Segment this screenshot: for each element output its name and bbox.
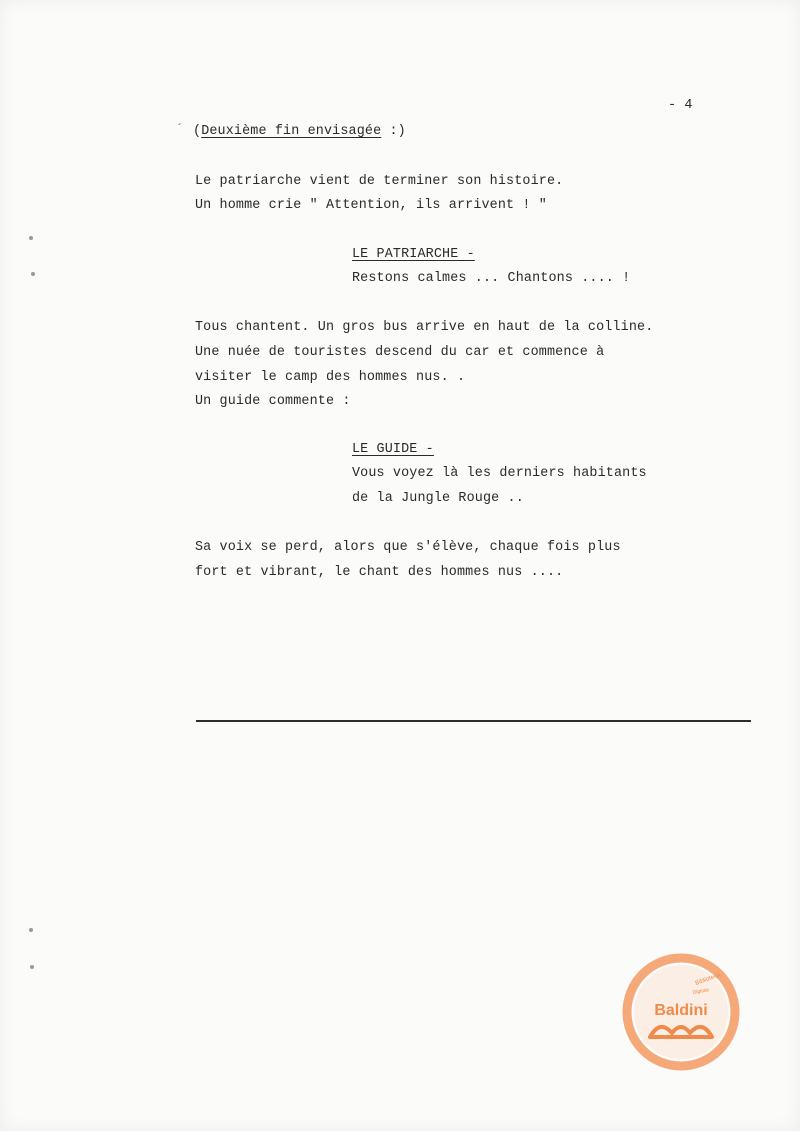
paragraph-line: Une nuée de touristes descend du car et commence à bbox=[195, 345, 605, 360]
paragraph-line: visiter le camp des hommes nus. . bbox=[195, 370, 466, 385]
punch-hole-mark bbox=[31, 272, 35, 276]
margin-tick-mark: ´ bbox=[176, 122, 184, 136]
paragraph-line: Tous chantent. Un gros bus arrive en haut de la colline. bbox=[195, 320, 654, 335]
punch-hole-mark bbox=[29, 236, 33, 240]
paragraph-line: Le patriarche vient de terminer son histoire. bbox=[195, 174, 564, 189]
paragraph-line: Un homme crie " Attention, ils arrivent ! " bbox=[195, 198, 547, 213]
library-stamp-logo bbox=[622, 953, 740, 1071]
svg-text:Digitale: Digitale bbox=[692, 987, 710, 996]
punch-hole-mark bbox=[29, 928, 33, 932]
section-heading: (Deuxième fin envisagée :) bbox=[193, 124, 406, 139]
punch-hole-mark bbox=[30, 965, 34, 969]
speaker-name: LE GUIDE - bbox=[352, 442, 434, 457]
section-heading-underlined: Deuxième fin envisagée bbox=[201, 124, 382, 139]
svg-text:Baldini: Baldini bbox=[654, 1002, 708, 1019]
dialogue-line: Vous voyez là les derniers habitants bbox=[352, 466, 647, 481]
dialogue-line: de la Jungle Rouge .. bbox=[352, 491, 524, 506]
speaker-name: LE PATRIARCHE - bbox=[352, 247, 475, 262]
page-number: - 4 bbox=[668, 98, 693, 113]
paragraph-line: Un guide commente : bbox=[195, 394, 351, 409]
paragraph-line: Sa voix se perd, alors que s'élève, chaque fois plus bbox=[195, 540, 621, 555]
paragraph-line: fort et vibrant, le chant des hommes nus .... bbox=[195, 565, 564, 580]
end-rule bbox=[196, 720, 751, 722]
svg-text:Biblioteca: Biblioteca bbox=[694, 972, 722, 987]
dialogue-line: Restons calmes ... Chantons .... ! bbox=[352, 271, 631, 286]
